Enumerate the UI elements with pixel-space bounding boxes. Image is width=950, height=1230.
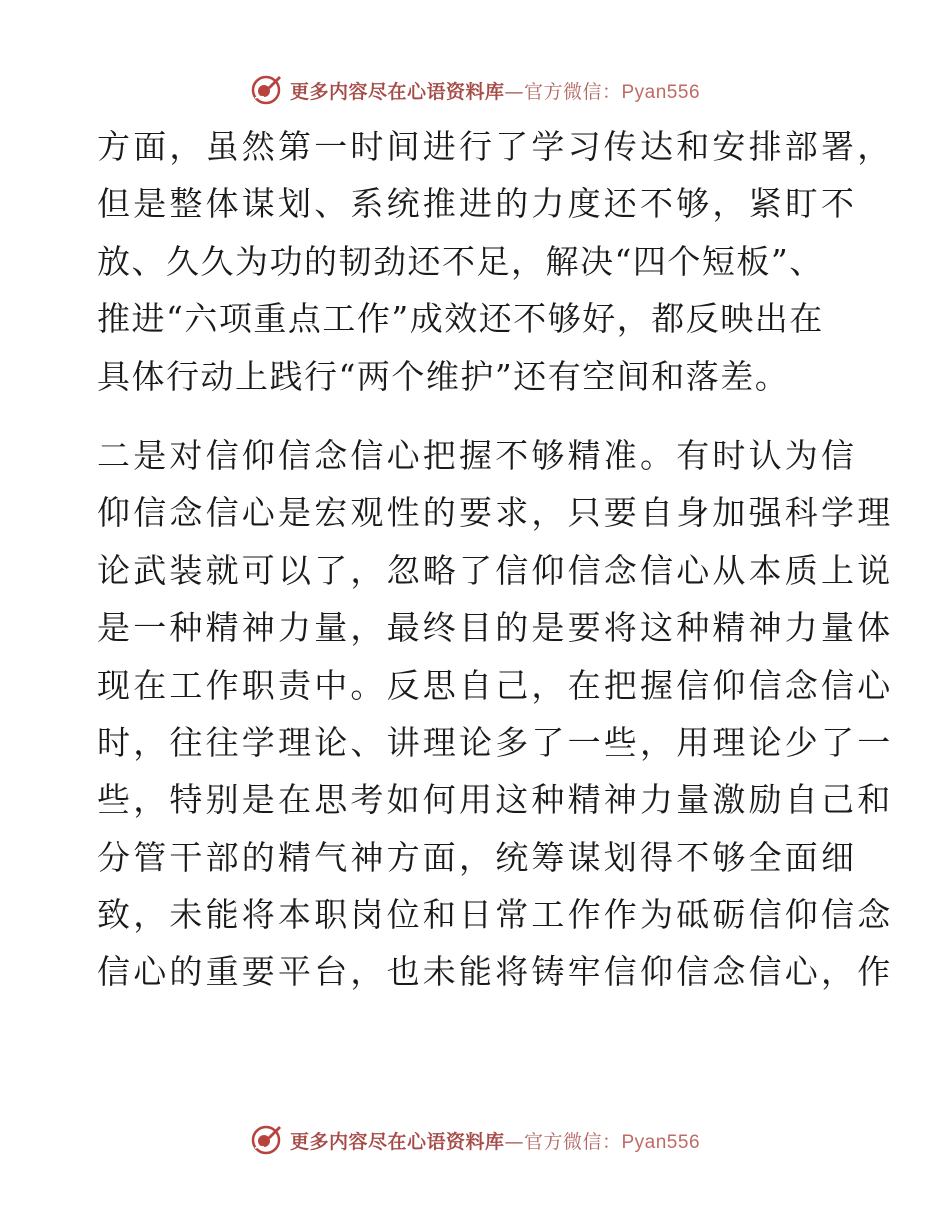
text-line: 现在工作职责中。反思自己，在把握信仰信念信心 [97,665,894,705]
text-line: 二是对信仰信念信心把握不够精准。有时认为信 [97,435,858,475]
text-line: 分管干部的精气神方面，统筹谋划得不够全面细 [97,837,858,877]
text-line: 仰信念信心是宏观性的要求，只要自身加强科学理 [97,493,894,533]
text-line: 推进“六项重点工作”成效还不够好，都反映出在 [97,299,824,339]
footer-banner [0,1120,950,1160]
text-line: 论武装就可以了，忽略了信仰信念信心从本质上说 [97,550,894,590]
footer-site-name: 更多内容尽在心语资料库 [289,1130,505,1153]
paragraph-1 [97,118,894,405]
text-line: 致，未能将本职岗位和日常工作作为砥砺信仰信念 [97,895,894,935]
footer-text [290,1127,700,1154]
text-line: 方面，虽然第一时间进行了学习传达和安排部署， [97,127,894,166]
header-wechat-id: Pyan556 [621,81,701,103]
text-line: 是一种精神力量，最终目的是要将这种精神力量体 [97,608,894,648]
header-separator: — [504,80,524,103]
text-line: 但是整体谋划、系统推进的力度还不够，紧盯不 [97,184,858,224]
header-text [290,77,700,104]
pen-logo-icon [250,74,282,106]
footer-wechat-id: Pyan556 [621,1131,701,1153]
text-line: 放、久久为功的韧劲还不足，解决“四个短板”、 [97,241,824,281]
header-site-name: 更多内容尽在心语资料库 [289,80,505,103]
header-banner [0,70,950,110]
text-line: 时，往往学理论、讲理论多了一些，用理论少了一 [97,722,894,762]
footer-separator: — [504,1130,524,1153]
text-line: 具体行动上践行“两个维护”还有空间和落差。 [97,356,790,396]
paragraph-2 [97,427,894,1001]
header-wechat-label: 官方微信： [523,80,622,103]
text-line: 信心的重要平台，也未能将铸牢信仰信念信心，作 [97,952,894,992]
document-body [97,118,894,1001]
text-line: 些，特别是在思考如何用这种精神力量激励自己和 [97,780,894,820]
pen-logo-icon [250,1124,282,1156]
footer-wechat-label: 官方微信： [523,1130,622,1153]
paragraph-gap [97,405,857,427]
